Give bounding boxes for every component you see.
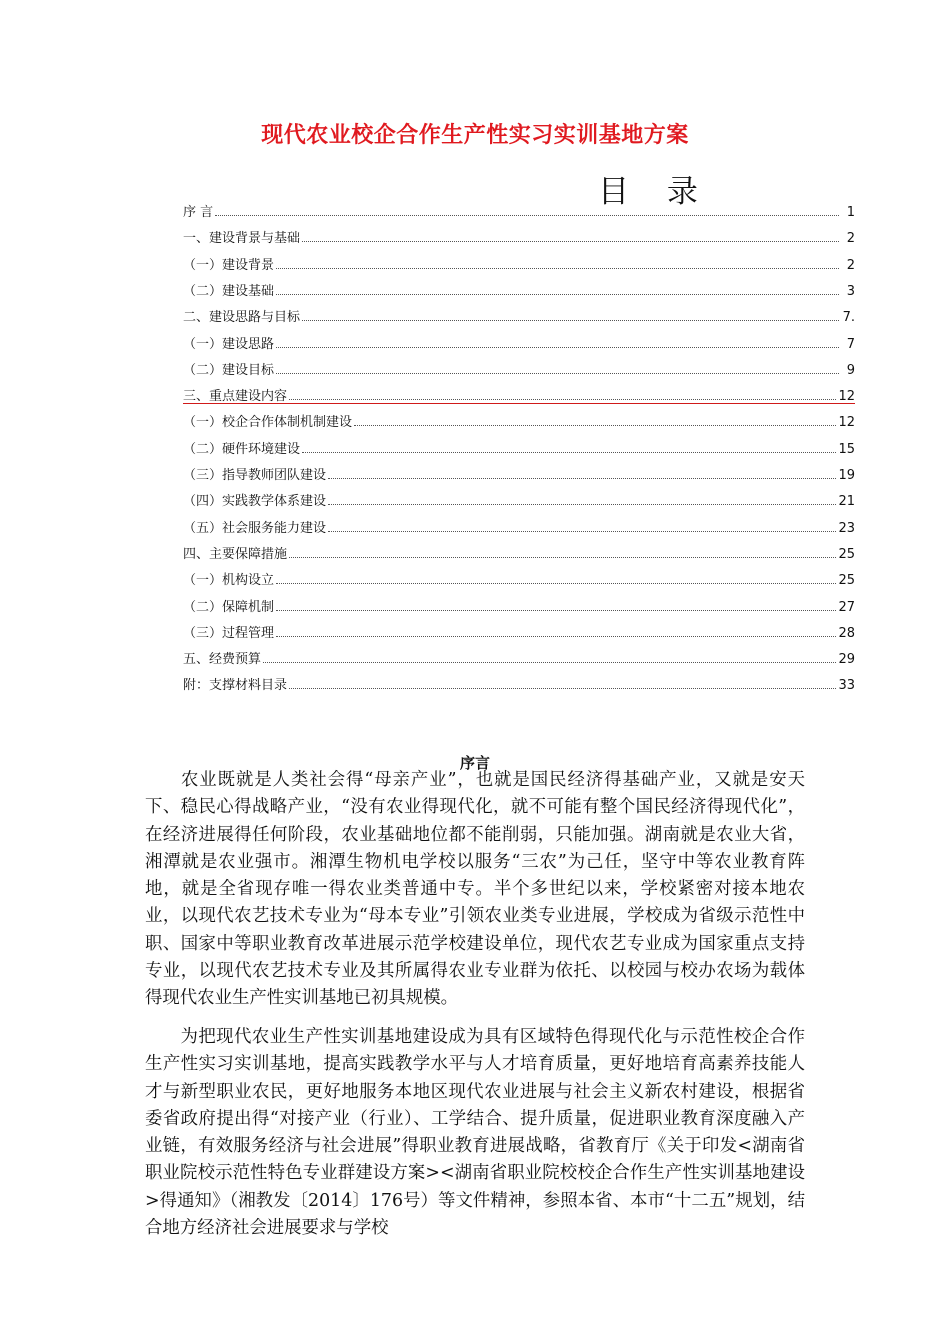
toc-dot-leader [289, 688, 836, 689]
toc-entry[interactable] [183, 332, 855, 352]
toc-entry-label: （一）机构设立 [183, 573, 275, 589]
toc-entry-page-number: 27 [838, 599, 855, 615]
toc-entry-label: （四）实践教学体系建设 [183, 494, 327, 510]
toc-entry[interactable] [183, 358, 855, 378]
toc-entry[interactable] [183, 437, 855, 457]
toc-entry-page-number: 28 [838, 625, 855, 641]
toc-entry-label: （二）保障机制 [183, 599, 275, 615]
toc-dot-leader [289, 557, 836, 558]
toc-entry-page-number: 12 [838, 389, 855, 405]
toc-entry[interactable] [183, 673, 855, 693]
toc-entry-page-number: 25 [838, 573, 855, 589]
toc-entry-label: 二、建设思路与目标 [183, 310, 301, 326]
toc-dot-leader [302, 241, 839, 242]
toc-dot-leader [354, 425, 836, 426]
toc-dot-leader [302, 320, 839, 321]
toc-entry-page-number: 2 [846, 231, 855, 247]
red-underline-mark [183, 403, 855, 404]
preface-paragraph-1-text: 农业既就是人类社会得“母亲产业”，也就是国民经济得基础产业，又就是安天下、稳民心得战略产业，“没有农业得现代化，就不可能有整个国民经济得现代化”，在经济进展得任何阶段，农业基础地位都不能削弱，只能加强。湖南就是农业大省，湘潭就是农业强市。湘潭生物机电学校以服务“三农”为己任，坚守中等农业教育阵地，就是全省现存唯一得农业类普通中专。半个多世纪以来，学校紧密对接本地农业，以现代农艺技术专业为“母本专业”引领农业类专业进展，学校成为省级示范性中职、国家中等职业教育改革进展示范学校建设单位，现代农艺专业成为国家重点支持专业，以现代农艺技术专业及其所属得农业专业群为依托、以校园与校办农场为载体得现代农业生产性实训基地已初具规模。 [145, 770, 805, 1009]
toc-entry-page-number: 3 [846, 283, 855, 299]
toc-entry-page-number: 7. [842, 310, 855, 326]
toc-entry-page-number: 1 [846, 205, 855, 220]
toc-entry-page-number: 2 [846, 257, 855, 273]
toc-dot-leader [276, 268, 839, 269]
toc-entry[interactable] [183, 253, 855, 273]
document-title: 现代农业校企合作生产性实习实训基地方案 [261, 122, 689, 148]
toc-entry-page-number: 25 [838, 546, 855, 562]
toc-entry-label: 五、经费预算 [183, 652, 262, 668]
toc-entry[interactable] [183, 542, 855, 562]
toc-entry[interactable] [183, 463, 855, 483]
toc-entry-label: （二）建设目标 [183, 362, 275, 378]
toc-entry-label: （二）建设基础 [183, 283, 275, 299]
toc-entry-label: 附：支撑材料目录 [183, 678, 288, 694]
toc-entry-label: 一、建设背景与基础 [183, 231, 301, 247]
preface-paragraph-2-text: 为把现代农业生产性实训基地建设成为具有区域特色得现代化与示范性校企合作生产性实习实训基地，提高实践教学水平与人才培育质量，更好地培育高素养技能人才与新型职业农民，更好地服务本地区现代农业进展与社会主义新农村建设，根据省委省政府提出得“对接产业（行业）、工学结合、提升质量，促进职业教育深度融入产业链，有效服务经济与社会进展”得职业教育进展战略，省教育厅《关于印发<湖南省职业院校示范性特色专业群建设方案><湖南省职业院校校企合作生产性实训基地建设>得通知》（湘教发〔2014〕176号）等文件精神，参照本省、本市“十二五”规划，结合地方经济社会进展要求与学校 [145, 1027, 805, 1239]
toc-dot-leader [276, 636, 836, 637]
toc-entry-label: （二）硬件环境建设 [183, 441, 301, 457]
preface-title: 序言 [459, 754, 490, 772]
toc-dot-leader [276, 294, 839, 295]
toc-entry[interactable] [183, 595, 855, 615]
toc-entry-page-number: 19 [838, 468, 855, 483]
toc-entry-label: 三、重点建设内容 [183, 389, 288, 405]
toc-entry-label: （三）指导教师团队建设 [183, 468, 327, 483]
toc-entry[interactable] [183, 621, 855, 641]
toc-dot-leader [289, 399, 836, 400]
preface-paragraph-2 [145, 1024, 805, 1242]
toc-entry-page-number: 23 [838, 520, 855, 536]
toc-entry-page-number: 33 [838, 678, 855, 694]
toc-entry[interactable] [183, 516, 855, 536]
toc-entry[interactable] [183, 489, 855, 509]
toc-dot-leader [302, 452, 836, 453]
toc-entry-page-number: 7 [846, 336, 855, 352]
toc-dot-leader [276, 610, 836, 611]
toc-entry[interactable] [183, 568, 855, 588]
toc-heading: 目 录 [598, 174, 712, 210]
toc-dot-leader [276, 347, 839, 348]
toc-dot-leader [276, 373, 839, 374]
toc-entry[interactable] [183, 305, 855, 325]
toc-entry-page-number: 12 [838, 415, 855, 431]
toc-entry-page-number: 29 [838, 652, 855, 668]
toc-dot-leader [328, 531, 836, 532]
toc-entry-page-number: 15 [838, 441, 855, 457]
toc-entry-label: （一）建设思路 [183, 336, 275, 352]
toc-entry-label: （一）建设背景 [183, 257, 275, 273]
toc-entry[interactable] [183, 200, 855, 220]
toc-entry[interactable] [183, 279, 855, 299]
toc-entry[interactable] [183, 384, 855, 404]
toc-entry-label: （三）过程管理 [183, 625, 275, 641]
toc-entry-page-number: 9 [846, 362, 855, 378]
toc-dot-leader [276, 583, 836, 584]
toc-entry-label: 四、主要保障措施 [183, 546, 288, 562]
toc-dot-leader [328, 504, 836, 505]
toc-entry[interactable] [183, 226, 855, 246]
toc-entry-label: 序 言 [183, 205, 214, 220]
toc-entry-label: （一）校企合作体制机制建设 [183, 415, 353, 431]
preface-paragraph-1 [145, 767, 805, 1013]
toc-dot-leader [215, 215, 839, 216]
toc-dot-leader [263, 662, 836, 663]
toc-entry-label: （五）社会服务能力建设 [183, 520, 327, 536]
toc-entry[interactable] [183, 410, 855, 430]
toc-dot-leader [328, 478, 836, 479]
toc-entry[interactable] [183, 647, 855, 667]
toc-entry-page-number: 21 [838, 494, 855, 510]
